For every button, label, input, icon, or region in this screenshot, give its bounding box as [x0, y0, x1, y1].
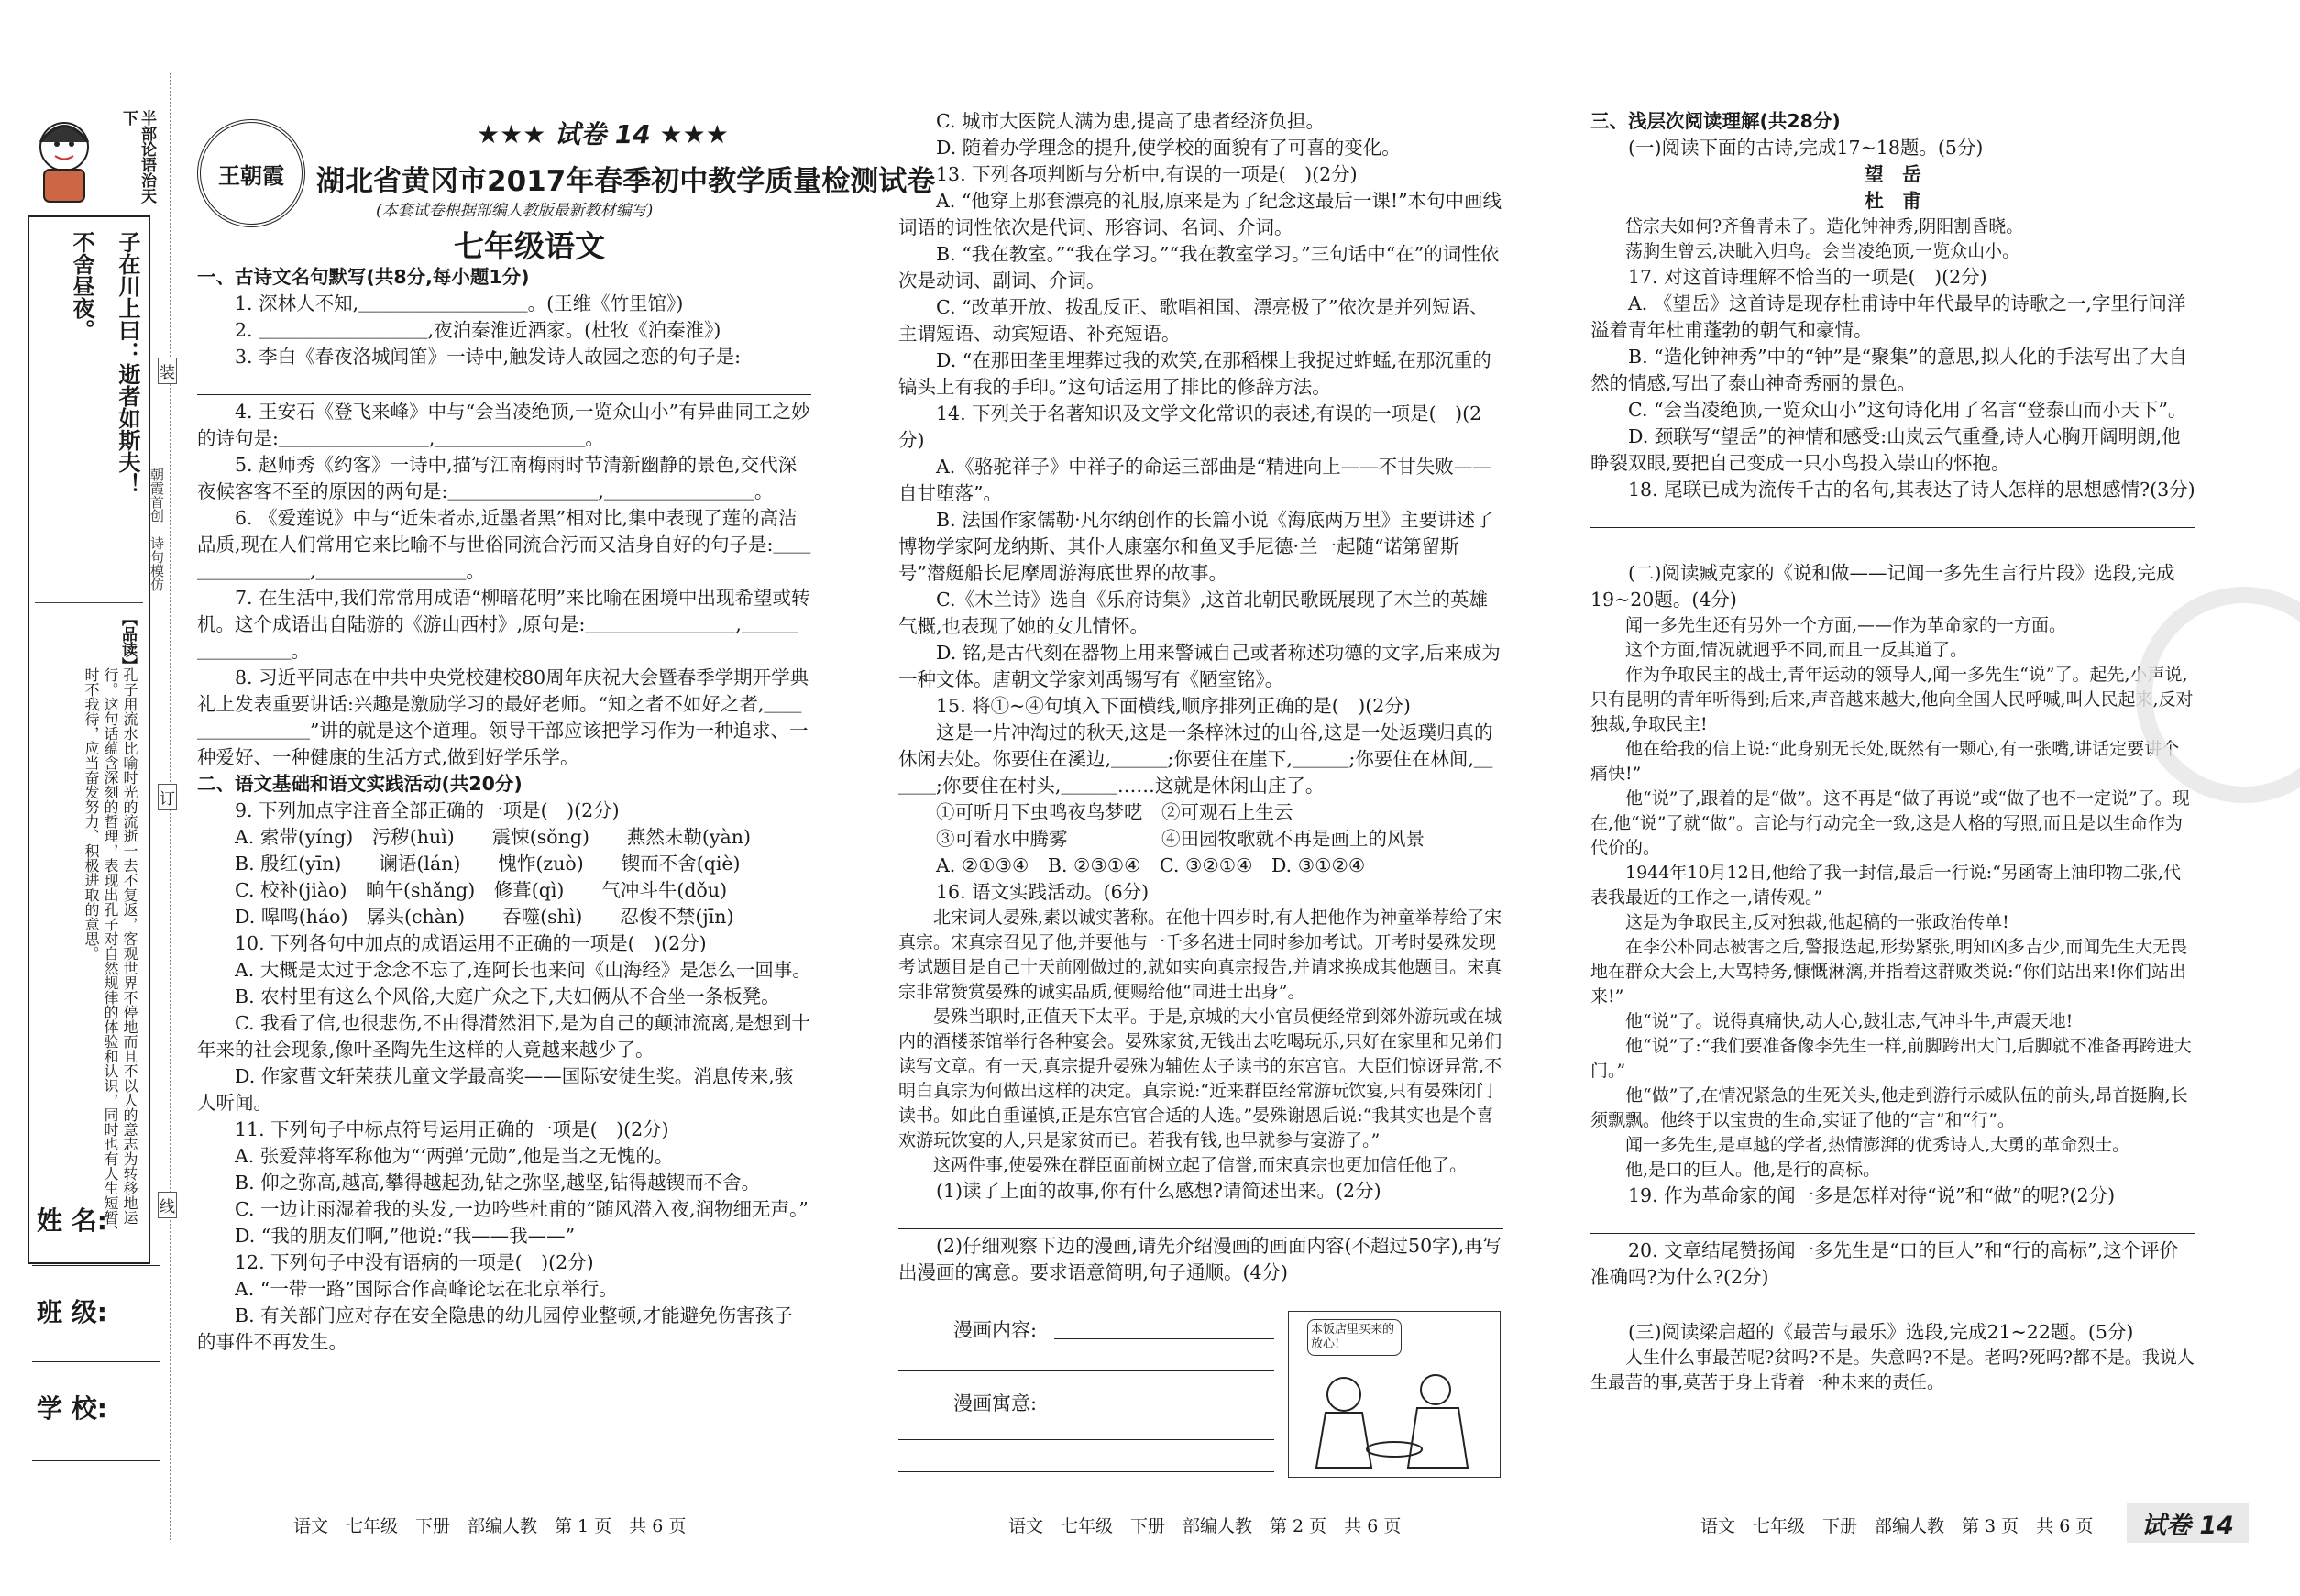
- question-text: (2)仔细观察下边的漫画,请先介绍漫画的画面内容(不超过50字),再写出漫画的寓意。要求语意简明,句子通顺。(4分): [898, 1235, 1502, 1283]
- exam-note: (本套试卷根据部编人教版最新教材编写): [376, 202, 654, 220]
- answer-line[interactable]: [1590, 1291, 2195, 1315]
- banner-text: 半部论语治天下: [119, 110, 156, 204]
- question-text: B. 有关部门应对存在安全隐患的幼儿园停业整顿,才能避免伤害孩子的事件不再发生。: [197, 1304, 793, 1353]
- question-text: 8. 习近平同志在中共中央党校建校80周年庆祝大会暨春季学期开学典礼上发表重要讲话:兴趣是激励学习的最好老师。“知之者不如好之者,＿＿＿＿＿＿＿＿”讲的就是这个道理。领导干部应该把学习作为一种追求、一种爱好、一种健康的生活方式,做到好学乐学。: [197, 666, 809, 768]
- class-label: 班 级:: [37, 1297, 107, 1327]
- question-text: 9. 下列加点字注音全部正确的一项是( )(2分): [235, 799, 620, 821]
- option-line: ③可看水中腾雾 ④田园牧歌就不再是画上的风景: [936, 828, 1425, 850]
- cartoon-meaning-line2[interactable]: [898, 1471, 1274, 1472]
- question-text: 4. 王安石《登飞来峰》中与“会当凌绝顶,一览众山小”有异曲同工之妙的诗句是:＿＿＿＿＿＿＿＿,＿＿＿＿＿＿＿＿。: [197, 401, 810, 449]
- question-text: C.《木兰诗》选自《乐府诗集》,这首北朝民歌既展现了木兰的英雄气概,也表现了她的女儿情怀。: [898, 589, 1488, 637]
- question-text: D. “我的朋友们啊,”他说:“我——我——”: [235, 1225, 576, 1247]
- answer-line[interactable]: [197, 370, 811, 395]
- section-heading: 三、浅层次阅读理解(共28分): [1590, 110, 1841, 132]
- question-text: A. “他穿上那套漂亮的礼服,原来是为了纪念这最后一课!”本句中画线词语的词性依次是代词、形容词、名词、介词。: [898, 190, 1502, 238]
- footer-page-3: 语文 七年级 下册 部编人教 第 3 页 共 6 页: [1700, 1516, 2094, 1536]
- passage-paragraph: 作为争取民主的战士,青年运动的领导人,闻一多先生“说”了。起先,小声说,只有昆明的青年听得到;后来,声音越来越大,他向全国人民呼喊,叫人民起来,反对独裁,争取民主!: [1590, 665, 2194, 734]
- passage-paragraph: 人生什么事最苦呢?贫吗?不是。失意吗?不是。老吗?死吗?都不是。我说人生最苦的事,莫苦于身上背着一种未来的责任。: [1590, 1348, 2195, 1392]
- question-text: B. “我在教室。”“我在学习。”“我在教室学习。”三句话中“在”的词性依次是动词、副词、介词。: [898, 243, 1500, 292]
- name-label: 姓 名:: [37, 1205, 107, 1236]
- question-text: 这是一片冲淘过的秋天,这是一条梓沐过的山谷,这是一处返璞归真的休闲去处。你要住在溪边,＿＿＿;你要住在崖下,＿＿＿;你要住在林间,＿＿＿;你要住在村头,＿＿＿……这就是休闲山庄了。: [898, 721, 1493, 797]
- cartoon-meaning-line1[interactable]: [898, 1439, 1274, 1440]
- passage-paragraph: 岱宗夫如何?齐鲁青未了。造化钟神秀,阴阳割昏晓。: [1625, 216, 2024, 237]
- passage-paragraph: 这个方面,情况就迥乎不同,而且一反其道了。: [1625, 640, 1968, 660]
- question-text: 7. 在生活中,我们常常用成语“柳暗花明”来比喻在困境中出现希望或转机。这个成语出自陆游的《游山西村》,原句是:＿＿＿＿＿＿＿＿,＿＿＿＿＿＿＿＿。: [197, 587, 810, 662]
- passage-paragraph: 闻一多先生还有另外一个方面,——作为革命家的一方面。: [1625, 615, 2067, 635]
- logo: [197, 119, 305, 227]
- cartoon-area: [898, 1311, 1503, 1476]
- motto-right: 子在川上曰：逝者如斯夫！: [115, 231, 140, 495]
- answer-line[interactable]: [898, 1205, 1503, 1229]
- question-text: 17. 对这首诗理解不恰当的一项是( )(2分): [1628, 266, 1987, 288]
- question-text: A. 张爱萍将军称他为“‘两弹’元勋”,他是当之无愧的。: [235, 1145, 674, 1167]
- answer-line[interactable]: [1590, 532, 2195, 556]
- option-line: B. 殷红(yīn) 谰语(lán) 愧怍(zuò) 锲而不舍(qiè): [235, 853, 741, 875]
- question-text: (一)阅读下面的古诗,完成17~18题。(5分): [1628, 137, 1984, 159]
- brand-vertical: 朝霞首创 诗句模仿: [149, 468, 165, 591]
- option-line: D. 嗥鸣(háo) 孱头(chàn) 吞噬(shì) 忍俊不禁(jīn): [235, 906, 734, 928]
- question-text: D. 颈联写“望岳”的神情和感受:山岚云气重叠,诗人心胸开阔明朗,他睁裂双眼,要把自己变成一只小鸟投入崇山的怀抱。: [1590, 425, 2181, 474]
- passage-paragraph: 荡胸生曾云,决眦入归鸟。会当凌绝顶,一览众山小。: [1625, 241, 2020, 261]
- read-box: [35, 602, 143, 1254]
- passage-paragraph: 在李公朴同志被害之后,警报迭起,形势紧张,明知凶多吉少,而闻先生大无畏地在群众大会上,大骂特务,慷慨淋漓,并指着这群败类说:“你们站出来!你们站出来!”: [1590, 937, 2188, 1007]
- cartoon-content-line1[interactable]: [1054, 1338, 1274, 1339]
- motto-left: 不舍昼夜。: [69, 231, 94, 341]
- cartoon-content-line2[interactable]: [898, 1370, 1274, 1371]
- question-text: A. 大概是太过于念念不忘了,连阿长也来问《山海经》是怎么一回事。: [235, 959, 811, 981]
- answer-line[interactable]: [1590, 503, 2195, 528]
- question-text: A.《骆驼祥子》中祥子的命运三部曲是“精进向上——不甘失败——自甘堕落”。: [898, 456, 1491, 504]
- passage-paragraph: 1944年10月12日,他给了我一封信,最后一行说:“另函寄上油印物二张,代表我最近的工作之一,请传观。”: [1590, 863, 2181, 908]
- column-2: [898, 108, 1503, 1286]
- sidebar: [28, 105, 156, 1535]
- question-text: 14. 下列关于名著知识及文学文化常识的表述,有误的一项是( )(2分): [898, 402, 1482, 451]
- question-text: D. 随着办学理念的提升,使学校的面貌有了可喜的变化。: [936, 137, 1401, 159]
- passage-paragraph: 这是为争取民主,反对独裁,他起稿的一张政治传单!: [1625, 912, 2009, 932]
- question-text: 11. 下列句子中标点符号运用正确的一项是( )(2分): [235, 1118, 669, 1140]
- name-field[interactable]: [32, 1265, 160, 1266]
- question-text: B. 法国作家儒勒·凡尔纳创作的长篇小说《海底两万里》主要讲述了博物学家阿龙纳斯、其仆人康塞尔和鱼叉手尼德·兰一起随“诺第留斯号”潜艇船长尼摩周游海底世界的故事。: [898, 509, 1494, 584]
- class-field[interactable]: [32, 1361, 160, 1362]
- subject-title: 七年级语文: [454, 228, 605, 264]
- question-text: 19. 作为革命家的闻一多是怎样对待“说”和“做”的呢?(2分): [1628, 1184, 2116, 1206]
- cartoon-bubble: 本饭店里买来的放心!: [1307, 1319, 1402, 1356]
- passage-paragraph: 他在给我的信上说:“此身别无长处,既然有一颗心,有一张嘴,讲话定要讲个痛快!”: [1590, 739, 2180, 784]
- cartoon-image: [1288, 1311, 1501, 1478]
- poem-title: 杜 甫: [1865, 190, 1921, 212]
- question-text: 13. 下列各项判断与分析中,有误的一项是( )(2分): [936, 163, 1358, 185]
- logo-text: 王朝霞: [218, 162, 284, 189]
- question-text: C. 城市大医院人满为患,提高了患者经济负担。: [936, 110, 1326, 132]
- cartoon-meaning-label: 漫画寓意:: [953, 1389, 1037, 1416]
- passage-paragraph: 他“说”了,跟着的是“做”。这不再是“做了再说”或“做了也不一定说”了。现在,他“说”了就“做”。言论与行动完全一致,这是人格的写照,而且是以生命作为代价的。: [1590, 788, 2190, 858]
- option-line: ①可听月下虫鸣夜鸟梦呓 ②可观石上生云: [936, 801, 1293, 823]
- question-text: B. 仰之弥高,越高,攀得越起劲,钻之弥坚,越坚,钻得越锲而不舍。: [235, 1172, 761, 1194]
- question-text: 10. 下列各句中加点的成语运用不正确的一项是( )(2分): [235, 932, 707, 954]
- question-text: D. 铭,是古代刻在器物上用来警诫自己或者称述功德的文字,后来成为一种文体。唐朝文学家刘禹锡写有《陋室铭》。: [898, 642, 1501, 690]
- exam-title: 湖北省黄冈市2017年春季初中教学质量检测试卷: [316, 165, 936, 198]
- passage-paragraph: 北宋词人晏殊,素以诚实著称。在他十四岁时,有人把他作为神童举荐给了宋真宗。宋真宗召见了他,并要他与一千多名进士同时参加考试。开考时晏殊发现考试题目是自己十天前刚做过的,就如实向真宗报告,并请求换成其他题目。宋真宗非常赞赏晏殊的诚实品质,便赐给他“同进士出身”。: [898, 908, 1502, 1002]
- question-text: B. 农村里有这么个风俗,大庭广众之下,夫妇俩从不合坐一条板凳。: [235, 985, 780, 1007]
- question-text: 20. 文章结尾赞扬闻一多先生是“口的巨人”和“行的高标”,这个评价准确吗?为什么?(2分): [1590, 1239, 2179, 1288]
- column-1: [197, 264, 811, 1356]
- passage-paragraph: 他“做”了,在情况紧急的生死关头,他走到游行示威队伍的前头,昂首挺胸,长须飘飘。他终于以宝贵的生命,实证了他的“言”和“行”。: [1590, 1085, 2188, 1130]
- passage-paragraph: 他,是口的巨人。他,是行的高标。: [1625, 1160, 1881, 1180]
- question-text: A. 《望岳》这首诗是现存杜甫诗中年代最早的诗歌之一,字里行间洋溢着青年杜甫蓬勃的朝气和豪情。: [1590, 292, 2186, 341]
- passage-paragraph: 闻一多先生,是卓越的学者,热情澎湃的优秀诗人,大勇的革命烈士。: [1625, 1135, 2130, 1155]
- question-text: (二)阅读臧克家的《说和做——记闻一多先生言行片段》选段,完成19~20题。(4分): [1590, 562, 2175, 611]
- question-text: A. “一带一路”国际合作高峰论坛在北京举行。: [235, 1278, 618, 1300]
- passage-paragraph: 晏殊当职时,正值天下太平。于是,京城的大小官员便经常到郊外游玩或在城内的酒楼茶馆举行各种宴会。晏殊家贫,无钱出去吃喝玩乐,只好在家里和兄弟们读写文章。有一天,真宗提升晏殊为辅佐太子读书的东宫官。大臣们惊讶异常,不明白真宗为何做出这样的决定。真宗说:“近来群臣经常游玩饮宴,只有晏殊闭门读书。如此自重谨慎,正是东宫官合适的人选。”晏殊谢恩后说:“我其实也是个喜欢游玩饮宴的人,只是家贫而已。若我有钱,也早就参与宴游了。”: [898, 1007, 1502, 1150]
- passage-paragraph: 这两件事,使晏殊在群臣面前树立起了信誉,而宋真宗也更加信任他了。: [933, 1155, 1468, 1175]
- read-tag: 【品读】: [118, 611, 137, 673]
- question-text: 6. 《爱莲说》中与“近朱者赤,近墨者黑”相对比,集中表现了莲的高洁品质,现在人们常用它来比喻不与世俗同流合污而又洁身自好的句子是:＿＿＿＿＿＿＿＿,＿＿＿＿＿＿＿＿。: [197, 507, 811, 582]
- question-text: 3. 李白《春夜洛城闻笛》一诗中,触发诗人故园之恋的句子是:: [235, 346, 741, 368]
- question-text: A. ②①③④ B. ②③①④ C. ③②①④ D. ③①②④: [936, 854, 1366, 876]
- school-field[interactable]: [32, 1460, 160, 1461]
- question-text: C. “会当凌绝顶,一览众山小”这句诗化用了名言“登泰山而小天下”。: [1628, 399, 2187, 421]
- school-label: 学 校:: [37, 1393, 107, 1424]
- motto-box: [28, 215, 150, 1264]
- footer-tag: 试卷 14: [2127, 1503, 2249, 1543]
- question-text: D. “在那田垄里埋葬过我的欢笑,在那稻棵上我捉过蚱蜢,在那沉重的镐头上有我的手印。”这句话运用了排比的修辞方法。: [898, 349, 1491, 398]
- cut-label-3: 线: [158, 1192, 177, 1218]
- column-3: [1590, 108, 2195, 1395]
- question-text: 15. 将①~④句填入下面横线,顺序排列正确的是( )(2分): [936, 695, 1411, 717]
- question-text: C. 一边让雨湿着我的头发,一边吟些杜甫的“随风潜入夜,润物细无声。”: [235, 1198, 809, 1220]
- read-text: 孔子用流水比喻时光的流逝一去不复返，客观世界不停地而且不以人的意志为转移地运行。这句话蕴含深刻的哲理，表现出孔子对自然规律的体验和认识，同时也有人生短暂、时不我待，应当奋发努力、积极进取的意思。: [83, 667, 138, 1239]
- question-text: D. 作家曹文轩荣获儿童文学最高奖——国际安徒生奖。消息传来,骇人听闻。: [197, 1065, 794, 1114]
- question-text: 12. 下列句子中没有语病的一项是( )(2分): [235, 1251, 594, 1273]
- question-text: B. “造化钟神秀”中的“钟”是“聚集”的意思,拟人化的手法写出了大自然的情感,写出了泰山神奇秀丽的景色。: [1590, 346, 2187, 394]
- question-text: C. “改革开放、拨乱反正、歌唱祖国、漂亮极了”依次是并列短语、主谓短语、动宾短语、补充短语。: [898, 296, 1489, 345]
- footer-page-1: 语文 七年级 下册 部编人教 第 1 页 共 6 页: [293, 1516, 687, 1536]
- option-line: C. 校补(jiào) 晌午(shǎng) 修葺(qì) 气冲斗牛(dǒu): [235, 879, 728, 901]
- question-text: 16. 语文实践活动。(6分): [936, 881, 1150, 903]
- question-text: (1)读了上面的故事,你有什么感想?请简述出来。(2分): [936, 1180, 1381, 1202]
- question-text: (三)阅读梁启超的《最苦与最乐》选段,完成21~22题。(5分): [1628, 1321, 2134, 1343]
- question-text: 5. 赵师秀《约客》一诗中,描写江南梅雨时节清新幽静的景色,交代深夜候客客不至的原因的两句是:＿＿＿＿＿＿＿＿,＿＿＿＿＿＿＿＿。: [197, 454, 798, 502]
- paper-badge: ★★★ 试卷 14 ★★★: [477, 119, 729, 149]
- section-heading: 二、语文基础和语文实践活动(共20分): [197, 773, 523, 795]
- answer-line[interactable]: [1590, 1209, 2195, 1234]
- question-text: 2. ＿＿＿＿＿＿＿＿＿,夜泊秦淮近酒家。(杜牧《泊秦淮》): [235, 319, 721, 341]
- option-line: A. 索带(yíng) 污秽(huì) 震悚(sǒng) 燕然未勒(yàn): [235, 826, 751, 848]
- cut-label-1: 装: [158, 358, 177, 384]
- poem-title: 望 岳: [1865, 163, 1921, 185]
- passage-paragraph: 他“说”了。说得真痛快,动人心,鼓壮志,气冲斗牛,声震天地!: [1625, 1011, 2074, 1031]
- mascot-image: [28, 115, 110, 206]
- section-heading: 一、古诗文名句默写(共8分,每小题1分): [197, 266, 530, 288]
- question-text: C. 我看了信,也很悲伤,不由得潸然泪下,是为自己的颠沛流离,是想到十年来的社会现象,像叶圣陶先生这样的人竟越来越少了。: [197, 1012, 811, 1061]
- question-text: 1. 深林人不知,＿＿＿＿＿＿＿＿＿。(王维《竹里馆》): [235, 292, 684, 314]
- question-text: 18. 尾联已成为流传千古的名句,其表达了诗人怎样的思想感情?(3分): [1628, 479, 2195, 501]
- footer-page-2: 语文 七年级 下册 部编人教 第 2 页 共 6 页: [1008, 1516, 1402, 1536]
- cartoon-content-label: 漫画内容:: [953, 1319, 1038, 1341]
- cut-label-2: 订: [158, 784, 177, 810]
- passage-paragraph: 他“说”了:“我们要准备像李先生一样,前脚跨出大门,后脚就不准备再跨进大门。”: [1590, 1036, 2192, 1081]
